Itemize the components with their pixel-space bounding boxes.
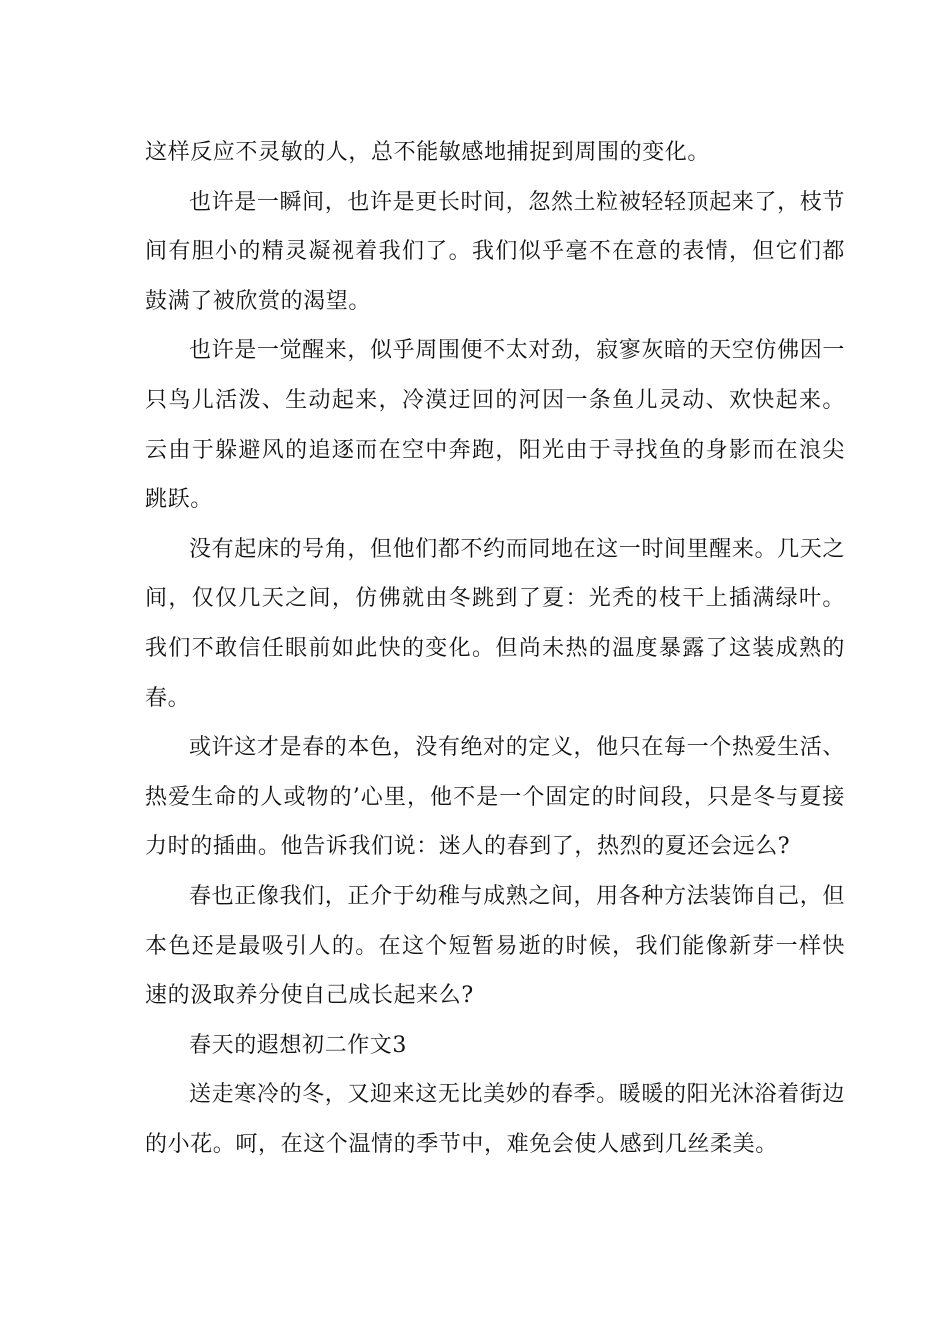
paragraph-4: 没有起床的号角，但他们都不约而同地在这一时间里醒来。几天之间，仅仅几天之间，仿佛就由冬跳到了夏：光秃的枝干上插满绿叶。我们不敢信任眼前如此快的变化。但尚未热的温度暴露了这装成熟的春。 [145, 536, 845, 711]
paragraph-7: 送走寒冷的冬，又迎来这无比美妙的春季。暖暖的阳光沐浴着街边的小花。呵，在这个温情的季节中，难免会使人感到几丝柔美。 [145, 1082, 845, 1157]
paragraph-1: 这样反应不灵敏的人，总不能敏感地捕捉到周围的变化。 [145, 140, 711, 165]
document-body [145, 128, 845, 1169]
paragraph-5: 或许这才是春的本色，没有绝对的定义，他只在每一个热爱生活、热爱生命的人或物的’心里，他不是一个固定的时间段，只是冬与夏接力时的插曲。他告诉我们说：迷人的春到了，热烈的夏还会远么? [145, 735, 845, 860]
section-heading: 春天的遐想初二作文3 [189, 1032, 407, 1058]
paragraph-2: 也许是一瞬间，也许是更长时间，忽然土粒被轻轻顶起来了，枝节间有胆小的精灵凝视着我们了。我们似乎毫不在意的表情，但它们都鼓满了被欣赏的渴望。 [145, 189, 845, 314]
paragraph-6: 春也正像我们，正介于幼稚与成熟之间，用各种方法装饰自己，但本色还是最吸引人的。在这个短暂易逝的时候，我们能像新芽一样快速的汲取养分使自己成长起来么? [145, 883, 845, 1009]
paragraph-3: 也许是一觉醒来，似乎周围便不太对劲，寂寥灰暗的天空仿佛因一只鸟儿活泼、生动起来，冷漠迂回的河因一条鱼儿灵动、欢快起来。云由于躲避风的追逐而在空中奔跑，阳光由于寻找鱼的身影而在浪尖跳跃。 [145, 338, 845, 513]
